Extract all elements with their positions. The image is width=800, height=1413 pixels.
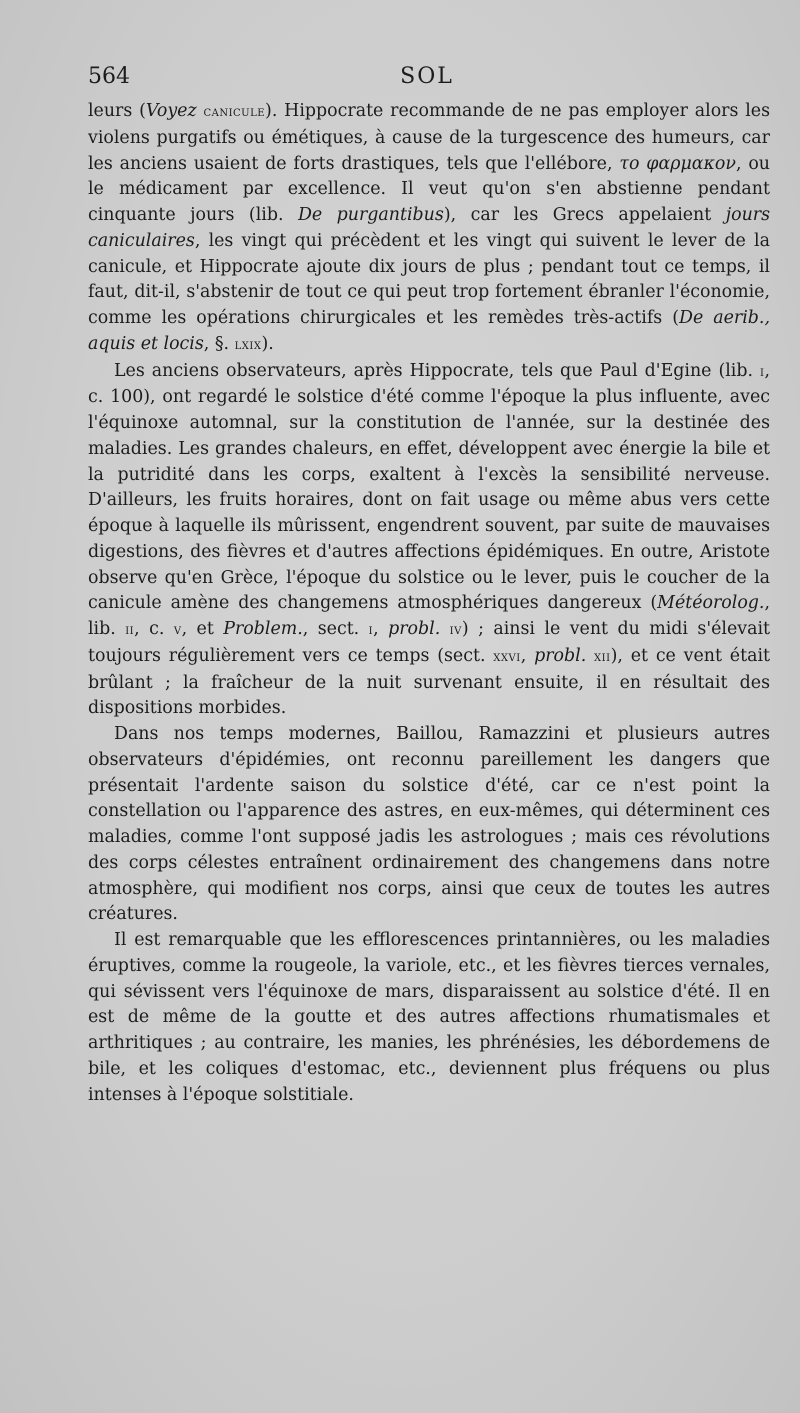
smallcaps-span: v xyxy=(173,622,182,638)
italic-span: Voyez xyxy=(145,101,197,121)
text-span: ). Hippocrate recommande de ne pas employer alors les violens purgatifs ou émétiques, à cause de la turgescence des humeurs, car les anciens usaient de forts drastiques, tels que l'ellébore, xyxy=(88,101,771,174)
italic-span: το φαρμακον xyxy=(619,153,736,174)
smallcaps-span: lxix xyxy=(234,336,262,353)
text-span: ), car les Grecs appelaient xyxy=(443,205,726,225)
text-span: , c. xyxy=(134,619,174,639)
paragraph xyxy=(88,928,770,1108)
smallcaps-span: iv xyxy=(449,622,462,638)
running-head: SOL xyxy=(400,64,454,89)
italic-span: probl. xyxy=(534,645,587,666)
italic-span: jours caniculaires xyxy=(88,205,771,251)
text-span: , c. 100), ont regardé le solstice d'été comme l'époque la plus influente, avec l'équinoxe automnal, sur la constitution de l'année, sur la destinée des maladies. Les grandes chaleurs, en effet, développent avec énergie la bile et la putridité dans les corps, exaltent à l'excès la sensibilité nerveuse. D'ailleurs, les fruits horaires, dont on fait usage ou même abus vers cette époque à laquelle ils mûrissent, engendrent souvent, par suite de mauvaises digestions, des fièvres et d'autres affections épidémiques. En outre, Aristote observe qu'en Grèce, l'époque du solstice ou le lever, puis le coucher de la canicule amène des changemens atmosphériques dangereux ( xyxy=(88,360,770,614)
smallcaps-span: i xyxy=(368,622,374,638)
italic-span: De purgantibus xyxy=(297,205,444,225)
text-span xyxy=(440,619,449,639)
smallcaps-span: xxvi xyxy=(493,648,521,665)
text-span: Les anciens observateurs, après Hippocrate, tels que Paul d'Egine (lib. xyxy=(114,360,761,381)
smallcaps-span: xii xyxy=(594,648,611,665)
text-span: ) ; ainsi le vent du midi s'élevait toujours régulièrement vers ce temps (sect. xyxy=(88,619,771,666)
text-span: ). xyxy=(261,333,274,354)
text-span: , ou le médicament par excellence. Il veut qu'on s'en abstienne pendant cinquante jours (lib. xyxy=(88,153,770,225)
italic-span: probl. xyxy=(388,619,441,639)
body-text xyxy=(88,99,770,1108)
italic-span: Problem. xyxy=(223,619,303,639)
text-span: Il est remarquable que les efflorescences printannières, ou les maladies éruptives, comme la rougeole, la variole, etc., et les fièvres tierces vernales, qui sévissent vers l'équinoxe de mars, disparaissent au solstice d'été. Il en est de même de la goutte et des autres affections rhumatismales et arthritiques ; au contraire, les manies, les phrénésies, les débordemens de bile, et les coliques d'estomac, etc., deviennent plus fréquens ou plus intenses à l'époque solstitiale. xyxy=(88,930,770,1105)
italic-span: Météorolog. xyxy=(657,593,765,614)
text-span: leurs ( xyxy=(88,101,146,121)
page-number: 564 xyxy=(88,64,130,89)
text-span xyxy=(586,646,594,666)
page-header xyxy=(84,64,770,98)
text-span: , et xyxy=(181,619,224,639)
text-span: , sect. xyxy=(302,619,369,639)
smallcaps-span: ii xyxy=(125,622,135,638)
text-span: Dans nos temps modernes, Baillou, Ramazzini et plusieurs autres observateurs d'épidémies, ont reconnu pareillement les dangers que présentait l'ardente saison du solstice d'été, car ce n'est point la constellation ou l'apparence des astres, en eux-mêmes, qui déterminent ces maladies, comme l'ont supposé jadis les astrologues ; mais ces révolutions des corps célestes entraînent ordinairement des changemens dans notre atmosphère, qui modifient nos corps, ainsi que ceux de toutes les autres créatures. xyxy=(88,724,770,925)
italic-span: De aerib., aquis et locis xyxy=(88,308,770,354)
paragraph xyxy=(88,359,770,723)
text-span: , xyxy=(520,645,535,666)
paragraph xyxy=(88,99,770,359)
text-span: , les vingt qui précèdent et les vingt qui suivent le lever de la canicule, et Hippocrate ajoute dix jours de plus ; pendant tout ce temps, il faut, dit-il, s'abstenir de tout ce qui peut trop fortement ébranler l'économie, comme les opérations chirurgicales et les remèdes très-actifs ( xyxy=(88,230,770,328)
text-span: , §. xyxy=(203,333,235,354)
smallcaps-span: canicule xyxy=(203,104,266,120)
smallcaps-span: i xyxy=(760,363,765,380)
text-span: ), et ce vent était brûlant ; la fraîcheur de la nuit survenant ensuite, il en résultait des dispositions morbides. xyxy=(88,645,770,719)
text-span: , xyxy=(373,619,389,639)
text-span: , lib. xyxy=(88,593,770,639)
paragraph xyxy=(88,722,770,928)
